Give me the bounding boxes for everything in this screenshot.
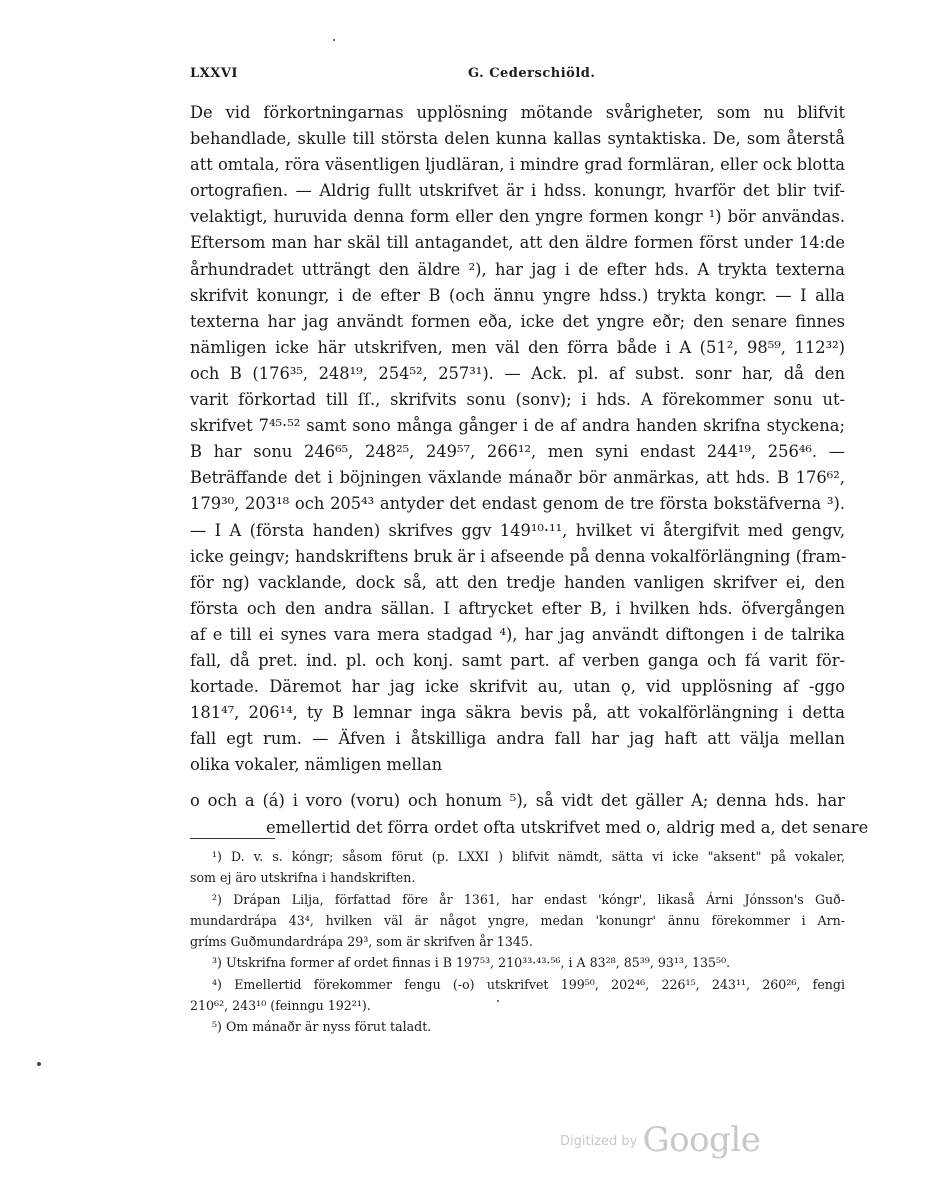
text-line: 181⁴⁷, 206¹⁴, ty B lemnar inga säkra bevis på, att vokalförlängning i detta <box>190 703 845 723</box>
footnote-line: gríms Guðmundardrápa 29³, som är skrifven år 1345. <box>190 934 533 950</box>
speck <box>333 39 335 41</box>
speck <box>37 1062 41 1066</box>
footnotes <box>190 846 845 1038</box>
text-line: första och den andra sällan. I aftrycket efter B, i hvilken hds. öfvergången <box>190 598 845 618</box>
footnote-line: mundardrápa 43⁴, hvilken väl är något yngre, medan 'konungr' ännu förekommer i Arn- <box>190 912 845 928</box>
text-line: B har sonu 246⁶⁵, 248²⁵, 249⁵⁷, 266¹², men syni endast 244¹⁹, 256⁴⁶. — <box>190 442 845 462</box>
speck <box>497 1000 499 1002</box>
footnote-line: ²) Drápan Lilja, författad före år 1361, har endast 'kóngr', likaså Árni Jónsson's Guð- <box>212 891 845 907</box>
text-line: texterna har jag användt formen eða, icke det yngre eðr; den senare finnes <box>190 311 845 331</box>
footnote-line: ⁵) Om mánaðr är nyss förut taladt. <box>212 1019 432 1035</box>
digitized-watermark <box>560 1120 760 1160</box>
main-text <box>190 100 869 841</box>
page-number: LXXVI <box>190 66 238 81</box>
running-title: G. Cederschiöld. <box>468 66 596 81</box>
text-line: varit förkortad till ſſ., skrifvits sonu (sonv); i hds. A förekommer sonu ut- <box>190 390 845 410</box>
watermark-prefix: Digitized by <box>560 1134 638 1149</box>
footnote-line: 210⁶², 243¹⁰ (feinngu 192²¹). <box>190 998 371 1014</box>
google-logo: Google <box>642 1120 761 1160</box>
text-line: fall, då pret. ind. pl. och konj. samt part. af verben ganga och fá varit för- <box>190 650 845 670</box>
text-line: och B (176³⁵, 248¹⁹, 254⁵², 257³¹). — Ack. pl. af subst. sonr har, då den <box>190 363 845 383</box>
text-line: velaktigt, huruvida denna form eller den yngre formen kongr ¹) bör användas. <box>190 207 845 227</box>
text-line: icke geingv; handskriftens bruk är i afseende på denna vokalförlängning (fram- <box>190 546 847 566</box>
footnote-line: ¹) D. v. s. kóngr; såsom förut (p. LXXI ) blifvit nämdt, sätta vi icke "aksent" på vokaler, <box>212 849 845 864</box>
text-line: o och a (á) i voro (voru) och honum ⁵), så vidt det gäller A; denna hds. har <box>190 791 845 811</box>
text-line: att omtala, röra väsentligen ljudläran, i mindre grad formläran, eller ock blotta <box>190 155 845 175</box>
text-line: behandlade, skulle till största delen kunna kallas syntaktiska. De, som återstå <box>190 129 845 149</box>
text-line: af e till ei synes vara mera stadgad ⁴), har jag användt diftongen i de talrika <box>190 624 845 644</box>
text-line: nämligen icke här utskrifven, men väl den förra både i A (51², 98⁵⁹, 112³²) <box>190 337 845 357</box>
footnote-line: ⁴) Emellertid förekommer fengu (-o) utskrifvet 199⁵⁰, 202⁴⁶, 226¹⁵, 243¹¹, 260²⁶, fengi <box>212 976 845 992</box>
footnote-line: som ej äro utskrifna i handskriften. <box>190 870 416 886</box>
text-line: skrifvet 7⁴⁵·⁵² samt sono många gånger i de af andra handen skrifna styckena; <box>190 416 845 436</box>
footnote-line: ³) Utskrifna former af ordet finnas i B 197⁵³, 210³³·⁴³·⁵⁶, i A 83²⁸, 85³⁹, 93¹³, 135⁵⁰. <box>212 955 731 971</box>
text-line: Eftersom man har skäl till antagandet, att den äldre formen först under 14:de <box>190 233 845 253</box>
text-line: århundradet utträngt den äldre ²), har jag i de efter hds. A trykta texterna <box>190 259 845 279</box>
text-line: — I A (första handen) skrifves ggv 149¹⁰·¹¹, hvilket vi återgifvit med gengv, <box>190 520 845 540</box>
text-line: Beträffande det i böjningen växlande mánaðr bör anmärkas, att hds. B 176⁶², <box>190 468 845 488</box>
text-line: skrifvit konungr, i de efter B (och ännu yngre hdss.) trykta kongr. — I alla <box>190 285 845 305</box>
text-line: De vid förkortningarnas upplösning mötande svårigheter, som nu blifvit <box>190 103 845 122</box>
text-line: ortografien. — Aldrig fullt utskrifvet är i hdss. konungr, hvarför det blir tvif- <box>190 181 845 201</box>
text-line: 179³⁰, 203¹⁸ och 205⁴³ antyder det endast genom de tre första bokstäfverna ³). <box>190 494 845 514</box>
text-line: kortade. Däremot har jag icke skrifvit au, utan ǫ, vid upplösning af -ggo <box>190 677 845 697</box>
text-line: fall egt rum. — Äfven i åtskilliga andra fall har jag haft att välja mellan <box>190 729 845 749</box>
text-line: för ng) vacklande, dock så, att den tredje handen vanligen skrifver ei, den <box>190 572 845 592</box>
text-line: olika vokaler, nämligen mellan <box>190 755 443 775</box>
footnote-rule <box>190 838 275 839</box>
text-line: emellertid det förra ordet ofta utskrifvet med o, aldrig med a, det senare <box>266 817 869 837</box>
